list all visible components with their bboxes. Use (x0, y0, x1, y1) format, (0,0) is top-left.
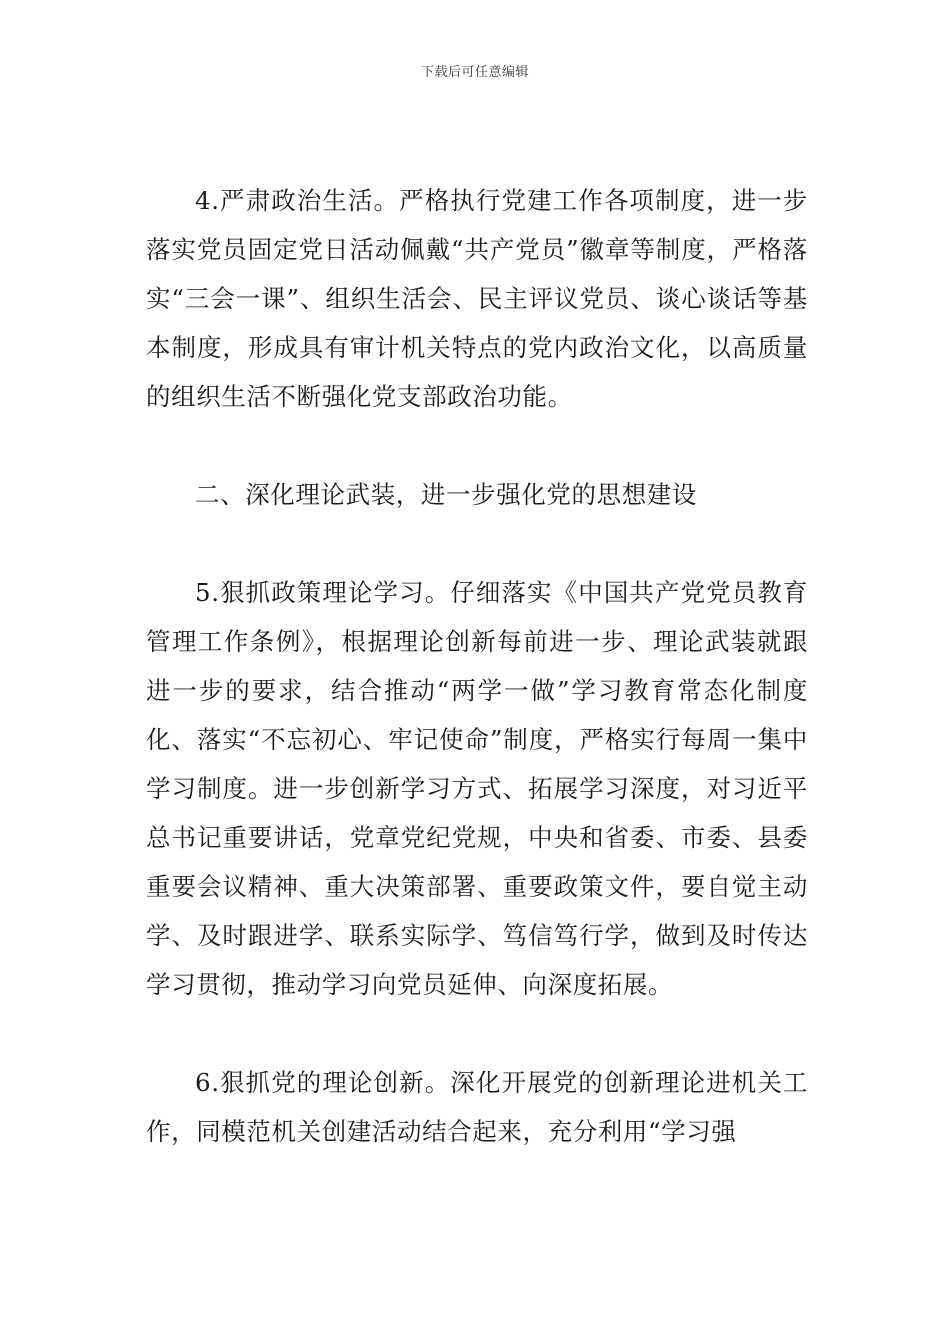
section-heading-2: 二、深化理论武装，进一步强化党的思想建设 (195, 480, 697, 509)
paragraph-6: 6.狠抓党的理论创新。深化开展党的创新理论进机关工作，同模范机关创建活动结合起来，充分利用“学习强 (146, 1068, 808, 1146)
paragraph-4: 4.严肃政治生活。严格执行党建工作各项制度，进一步落实党员固定党日活动佩戴“共产党员”徽章等制度，严格落实“三会一课”、组织生活会、民主评议党员、谈心谈话等基本制度，形成具有审计机关特点的党内政治文化，以高质量的组织生活不断强化党支部政治功能。 (146, 186, 808, 411)
paragraph-spacer (146, 519, 808, 568)
paragraph-spacer (146, 421, 808, 470)
paragraph-spacer (146, 1009, 808, 1058)
page-header: 下载后可任意编辑 (420, 65, 529, 80)
document-body (146, 176, 808, 1156)
paragraph-5: 5.狠抓政策理论学习。仔细落实《中国共产党党员教育管理工作条例》，根据理论创新每前进一步、理论武装就跟进一步的要求，结合推动“两学一做”学习教育常态化制度化、落实“不忘初心、牢记使命”制度，严格实行每周一集中学习制度。进一步创新学习方式、拓展学习深度，对习近平总书记重要讲话，党章党纪党规，中央和省委、市委、县委重要会议精神、重大决策部署、重要政策文件，要自觉主动学、及时跟进学、联系实际学、笃信笃行学，做到及时传达学习贯彻，推动学习向党员延伸、向深度拓展。 (146, 578, 808, 999)
